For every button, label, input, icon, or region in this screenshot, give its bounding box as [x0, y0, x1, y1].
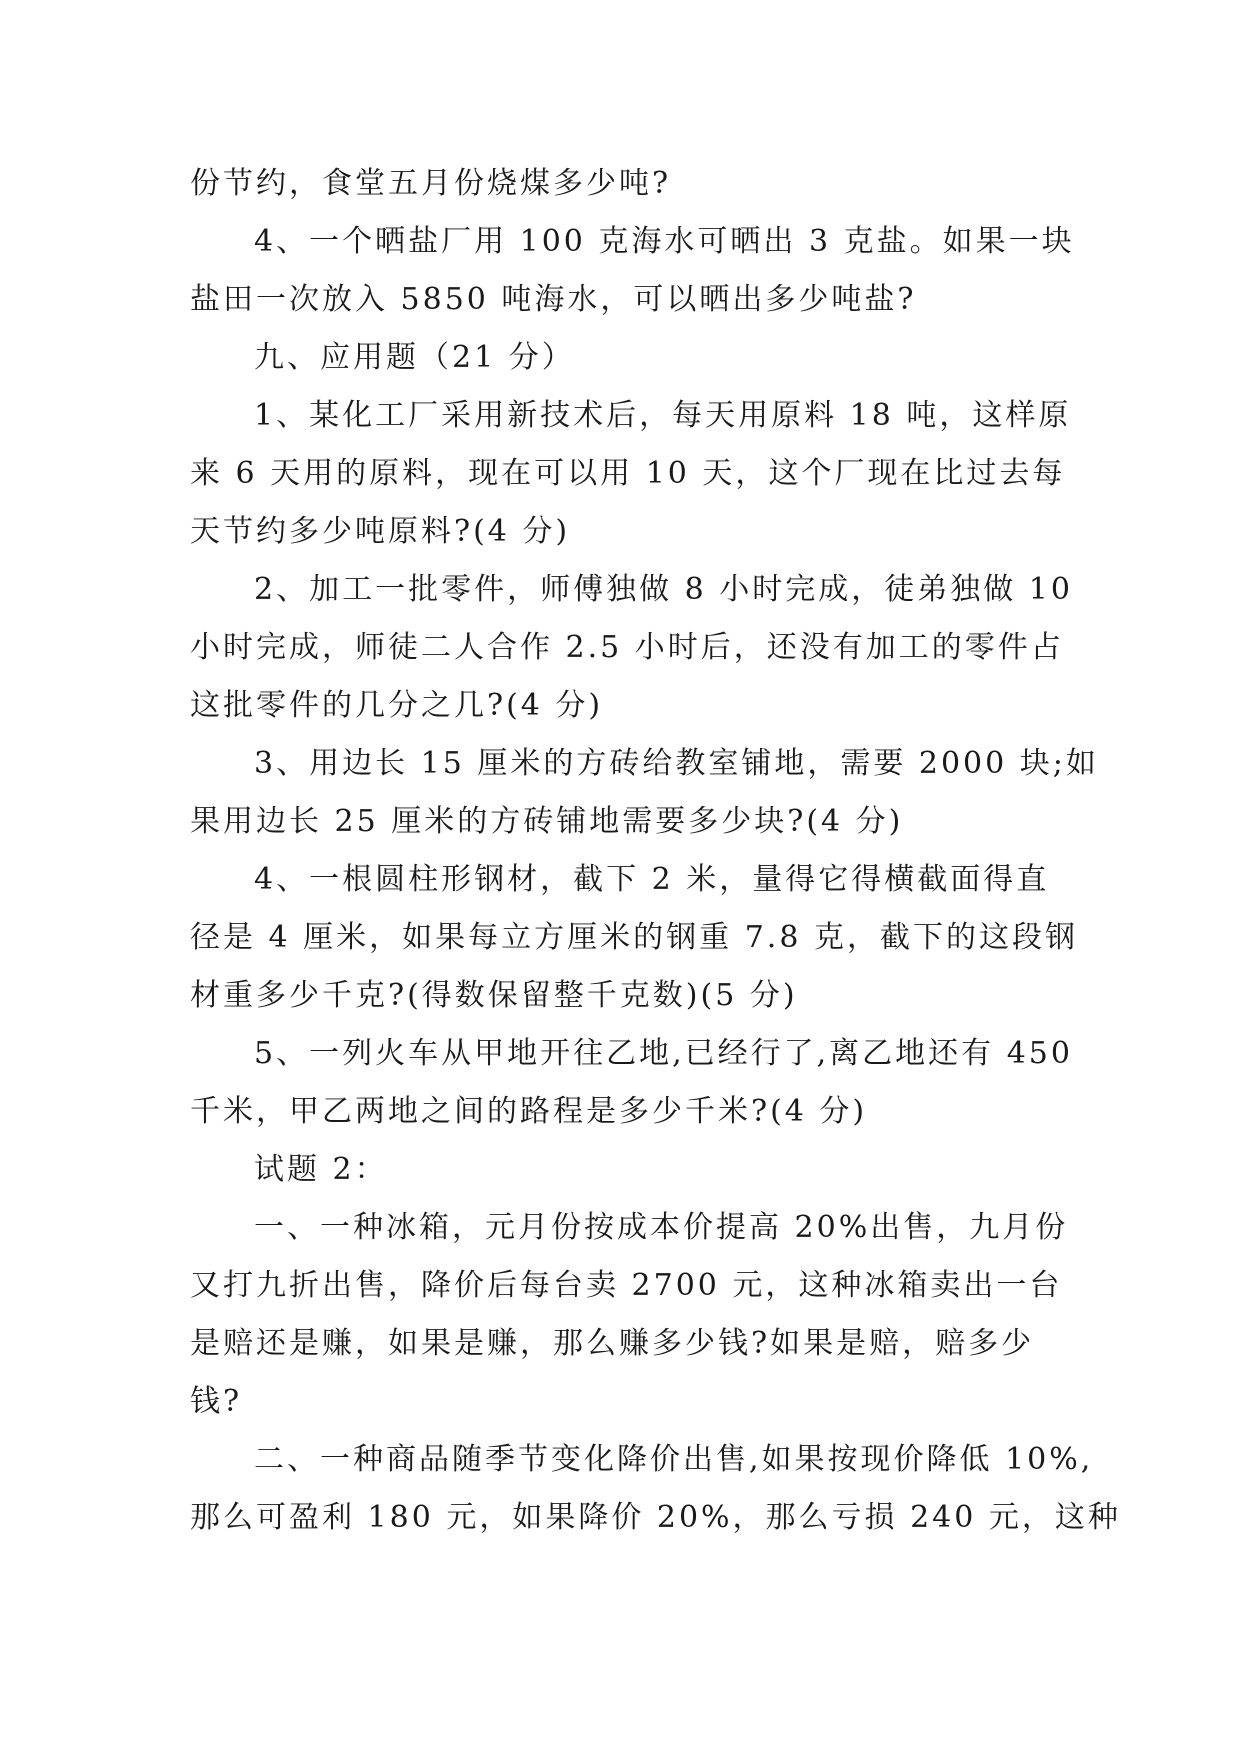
- paragraph-line: 是赔还是赚，如果是赚，那么赚多少钱?如果是赔，赔多少: [190, 1326, 1035, 1361]
- paragraph-line: 份节约，食堂五月份烧煤多少吨?: [190, 166, 672, 201]
- paragraph-line: 盐田一次放入 5850 吨海水，可以晒出多少吨盐?: [190, 282, 917, 317]
- paragraph-line: 那么可盈利 180 元，如果降价 20%，那么亏损 240 元，这种: [190, 1500, 1121, 1535]
- paragraph-line: 天节约多少吨原料?(4 分): [190, 514, 571, 549]
- paragraph-line: 又打九折出售，降价后每台卖 2700 元，这种冰箱卖出一台: [190, 1268, 1063, 1303]
- paragraph-line: 5、一列火车从甲地开往乙地,已经行了,离乙地还有 450: [254, 1036, 1073, 1071]
- paragraph-line: 小时完成，师徒二人合作 2.5 小时后，还没有加工的零件占: [190, 630, 1064, 665]
- paragraph-line: 2、加工一批零件，师傅独做 8 小时完成，徒弟独做 10: [254, 572, 1073, 607]
- paragraph-line: 来 6 天用的原料，现在可以用 10 天，这个厂现在比过去每: [190, 456, 1066, 491]
- paragraph-line: 钱?: [190, 1384, 243, 1419]
- section-heading: 试题 2：: [254, 1152, 388, 1187]
- paragraph-line: 4、一个晒盐厂用 100 克海水可晒出 3 克盐。如果一块: [254, 224, 1075, 259]
- paragraph-line: 径是 4 厘米，如果每立方厘米的钢重 7.8 克，截下的这段钢: [190, 920, 1078, 955]
- paragraph-line: 材重多少千克?(得数保留整千克数)(5 分): [190, 978, 798, 1013]
- paragraph-line: 4、一根圆柱形钢材，截下 2 米，量得它得横截面得直: [254, 862, 1050, 897]
- paragraph-line: 二、一种商品随季节变化降价出售,如果按现价降低 10%,: [254, 1442, 1094, 1477]
- paragraph-line: 这批零件的几分之几?(4 分): [190, 688, 604, 723]
- paragraph-line: 千米，甲乙两地之间的路程是多少千米?(4 分): [190, 1094, 868, 1129]
- paragraph-line: 3、用边长 15 厘米的方砖给教室铺地，需要 2000 块;如: [254, 746, 1099, 781]
- paragraph-line: 果用边长 25 厘米的方砖铺地需要多少块?(4 分): [190, 804, 904, 839]
- paragraph-line: 一、一种冰箱，元月份按成本价提高 20%出售，九月份: [254, 1210, 1069, 1245]
- section-heading: 九、应用题（21 分）: [254, 340, 575, 375]
- paragraph-line: 1、某化工厂采用新技术后，每天用原料 18 吨，这样原: [254, 398, 1072, 433]
